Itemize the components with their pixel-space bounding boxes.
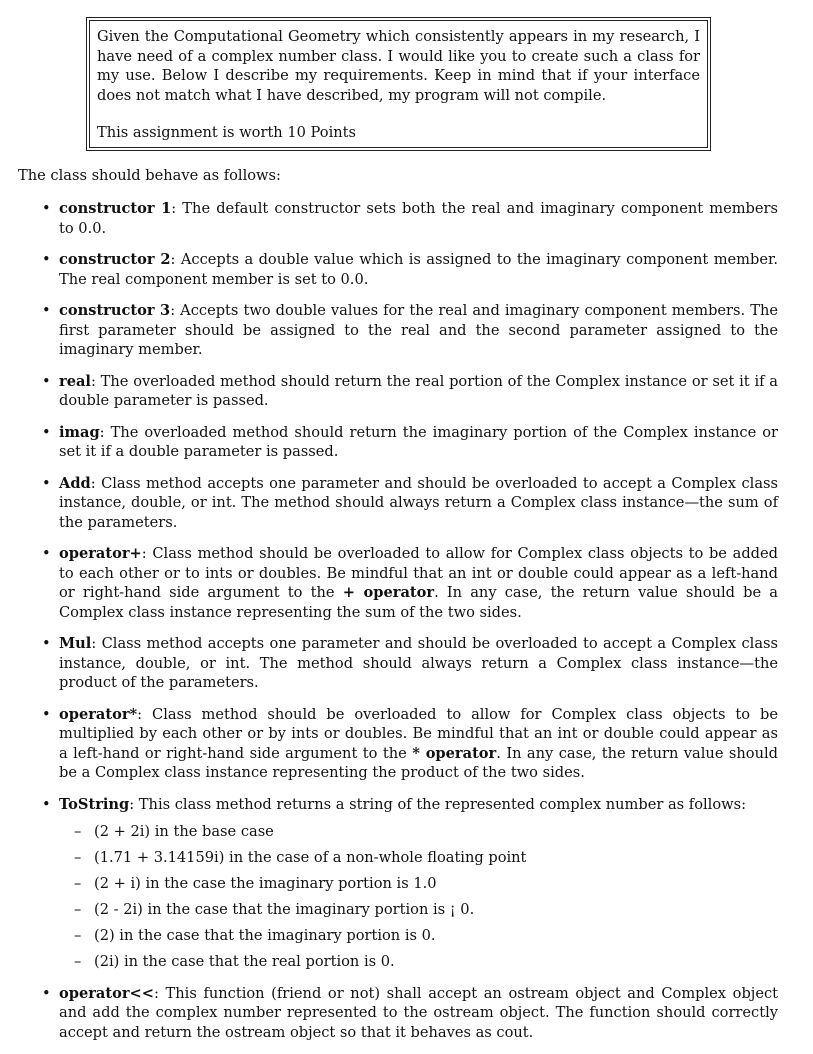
example-text: (2) in the case that the imaginary portion is 0. bbox=[94, 927, 436, 944]
bullet-icon: • bbox=[42, 984, 51, 1002]
tostring-examples bbox=[59, 822, 778, 972]
req-constructor-1 bbox=[40, 199, 778, 238]
tostring-example bbox=[74, 926, 778, 946]
req-term: real bbox=[59, 372, 91, 390]
dash-icon: – bbox=[74, 823, 82, 840]
bullet-icon: • bbox=[42, 474, 51, 492]
req-text: : The overloaded method should return the real portion of the Complex instance or set it if a double parameter is passed. bbox=[59, 372, 778, 409]
example-text: (2 - 2i) in the case that the imaginary portion is ¡ 0. bbox=[94, 901, 475, 918]
dash-icon: – bbox=[74, 849, 82, 866]
tostring-example bbox=[74, 900, 778, 920]
req-text: : This function (friend or not) shall accept an ostream object and Complex object and add the complex number represented to the ostream object. The function should correctly accept and return the ostream object so that it behaves as cout. bbox=[59, 984, 778, 1041]
req-term: ToString bbox=[59, 795, 130, 813]
req-operator-star bbox=[40, 705, 778, 783]
req-term: Add bbox=[59, 474, 91, 492]
req-tostring bbox=[40, 795, 778, 972]
dash-icon: – bbox=[74, 875, 82, 892]
req-term: constructor 1 bbox=[59, 200, 172, 217]
tostring-example bbox=[74, 952, 778, 972]
req-add bbox=[40, 474, 778, 533]
bullet-icon: • bbox=[42, 705, 51, 723]
bullet-icon: • bbox=[42, 635, 51, 652]
bullet-icon: • bbox=[42, 302, 51, 319]
req-text: : Class method accepts one parameter and should be overloaded to accept a Complex class instance, double, or int. The method should always return a Complex class instance—the product of the parameters. bbox=[59, 635, 778, 691]
req-constructor-3 bbox=[40, 301, 778, 360]
req-text-end: . In any case, the return value should be a Complex class instance representing the sum of the two sides. bbox=[59, 584, 779, 621]
example-text: (1.71 + 3.14159i) in the case of a non-whole floating point bbox=[94, 849, 527, 866]
req-operator-term: + operator bbox=[342, 584, 435, 601]
req-term: imag bbox=[59, 423, 100, 441]
req-constructor-2 bbox=[40, 250, 778, 289]
bullet-icon: • bbox=[42, 200, 51, 217]
requirements-list bbox=[40, 199, 778, 1054]
assignment-points: This assignment is worth 10 Points bbox=[97, 124, 356, 141]
req-operator-term: * operator bbox=[412, 744, 497, 762]
req-term: Mul bbox=[59, 635, 92, 652]
bullet-icon: • bbox=[42, 795, 51, 813]
req-text-end: . In any case, the return value should be a Complex class instance representing the product of the two sides. bbox=[59, 744, 778, 781]
req-operator-plus bbox=[40, 544, 778, 622]
bullet-icon: • bbox=[42, 372, 51, 390]
req-mul bbox=[40, 634, 778, 693]
req-term: operator* bbox=[59, 705, 138, 723]
req-real bbox=[40, 372, 778, 411]
req-text: : Class method should be overloaded to allow for Complex class objects to be added to each other or to ints or doubles. Be mindful that an int or double could appear as a left-hand or right-hand side argument to the bbox=[59, 545, 778, 601]
assignment-description: Given the Computational Geometry which consistently appears in my research, I have need of a complex number class. I would like you to create such a class for my use. Below I describe my requirements. Keep in mind that if your interface does not match what I have described, my program will not compile. bbox=[97, 28, 700, 104]
req-text: : The default constructor sets both the real and imaginary component members to 0.0. bbox=[59, 200, 778, 237]
tostring-example bbox=[74, 874, 778, 894]
req-text: : The overloaded method should return the imaginary portion of the Complex instance or set it if a double parameter is passed. bbox=[59, 423, 778, 460]
req-term: operator+ bbox=[59, 545, 142, 562]
req-text: : Accepts a double value which is assigned to the imaginary component member. The real component member is set to 0.0. bbox=[59, 251, 778, 288]
bullet-icon: • bbox=[42, 423, 51, 441]
tostring-example bbox=[74, 848, 778, 868]
intro-text: The class should behave as follows: bbox=[18, 167, 281, 184]
tostring-example bbox=[74, 822, 778, 842]
assignment-box-inner bbox=[89, 20, 708, 148]
req-text: : This class method returns a string of the represented complex number as follows: bbox=[129, 795, 747, 813]
req-term: operator<< bbox=[59, 984, 154, 1002]
example-text: (2 + i) in the case the imaginary portion is 1.0 bbox=[94, 875, 437, 892]
dash-icon: – bbox=[74, 953, 82, 970]
req-term: constructor 2 bbox=[59, 251, 171, 268]
bullet-icon: • bbox=[42, 251, 51, 268]
example-text: (2i) in the case that the real portion is 0. bbox=[94, 953, 395, 970]
dash-icon: – bbox=[74, 901, 82, 918]
bullet-icon: • bbox=[42, 545, 51, 562]
req-text: : Class method should be overloaded to allow for Complex class objects to be multiplied by each other or by ints or doubles. Be mindful that an int or double could appear as a left-hand or right-hand side argument to the bbox=[59, 705, 778, 762]
req-operator-stream bbox=[40, 984, 778, 1043]
dash-icon: – bbox=[74, 927, 82, 944]
req-term: constructor 3 bbox=[59, 302, 171, 319]
req-imag bbox=[40, 423, 778, 462]
example-text: (2 + 2i) in the base case bbox=[94, 823, 274, 840]
req-text: : Class method accepts one parameter and should be overloaded to accept a Complex class instance, double, or int. The method should always return a Complex class instance—the sum of the parameters. bbox=[59, 474, 778, 531]
req-text: : Accepts two double values for the real and imaginary component members. The first parameter should be assigned to the real and the second parameter assigned to the imaginary member. bbox=[59, 302, 778, 358]
assignment-box bbox=[86, 17, 711, 151]
